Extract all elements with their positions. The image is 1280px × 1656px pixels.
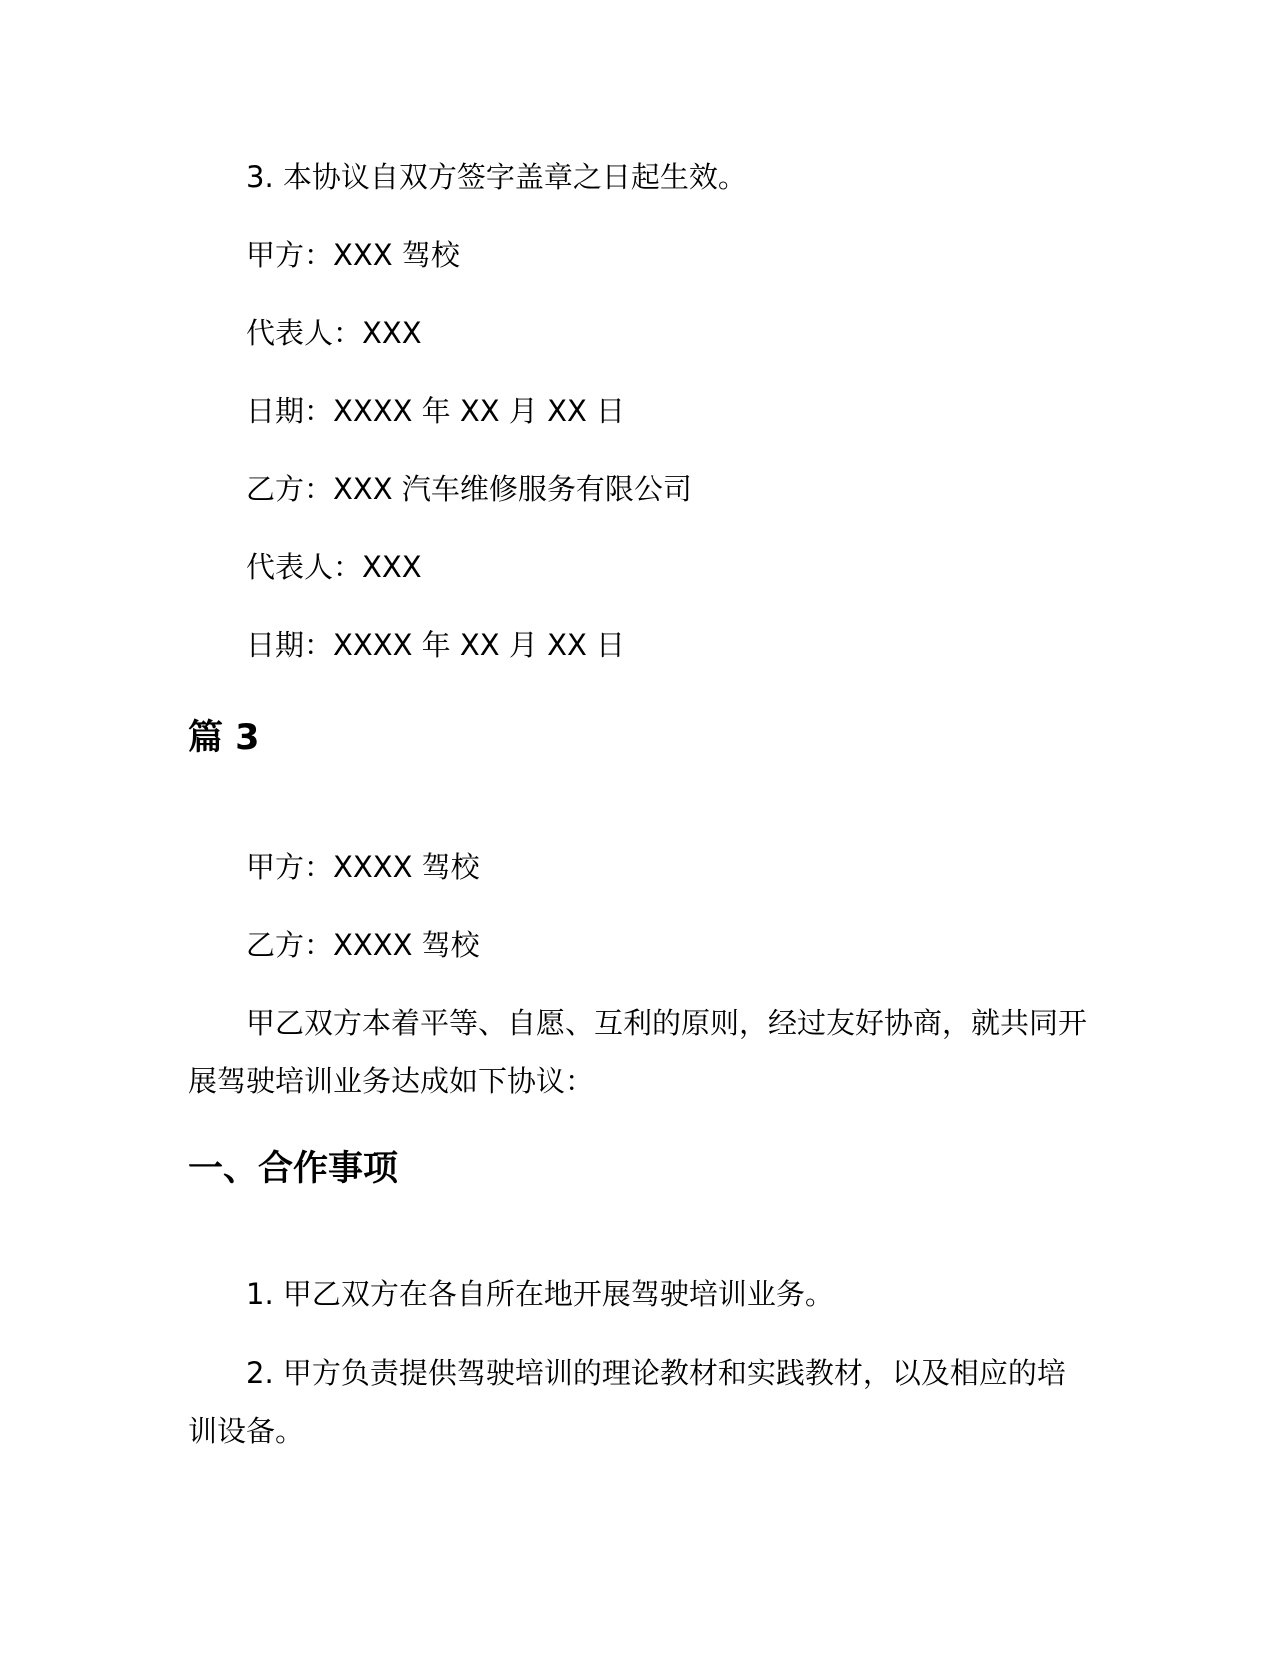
intro-paragraph: 甲乙双方本着平等、自愿、互利的原则，经过友好协商，就共同开展驾驶培训业务达成如下协议：: [188, 1006, 1088, 1098]
clause-3-effective: 3. 本协议自双方签字盖章之日起生效。: [246, 160, 747, 194]
article-item-1: 1. 甲乙双方在各自所在地开展驾驶培训业务。: [246, 1277, 834, 1311]
party-b-line: 乙方：XXX 汽车维修服务有限公司: [246, 472, 692, 506]
party-a-date: 日期：XXXX 年 XX 月 XX 日: [246, 394, 626, 428]
party-a-line: 甲方：XXX 驾校: [246, 238, 460, 272]
article-item-2: 2. 甲方负责提供驾驶培训的理论教材和实践教材，以及相应的培训设备。: [188, 1356, 1066, 1448]
section3-party-a: 甲方：XXXX 驾校: [246, 850, 480, 884]
section3-party-b: 乙方：XXXX 驾校: [246, 928, 480, 962]
party-a-representative: 代表人：XXX: [246, 316, 422, 350]
party-b-date: 日期：XXXX 年 XX 月 XX 日: [246, 628, 626, 662]
article-heading: 一、合作事项: [188, 1149, 399, 1189]
section-heading: 篇 3: [188, 718, 260, 758]
party-b-representative: 代表人：XXX: [246, 550, 422, 584]
